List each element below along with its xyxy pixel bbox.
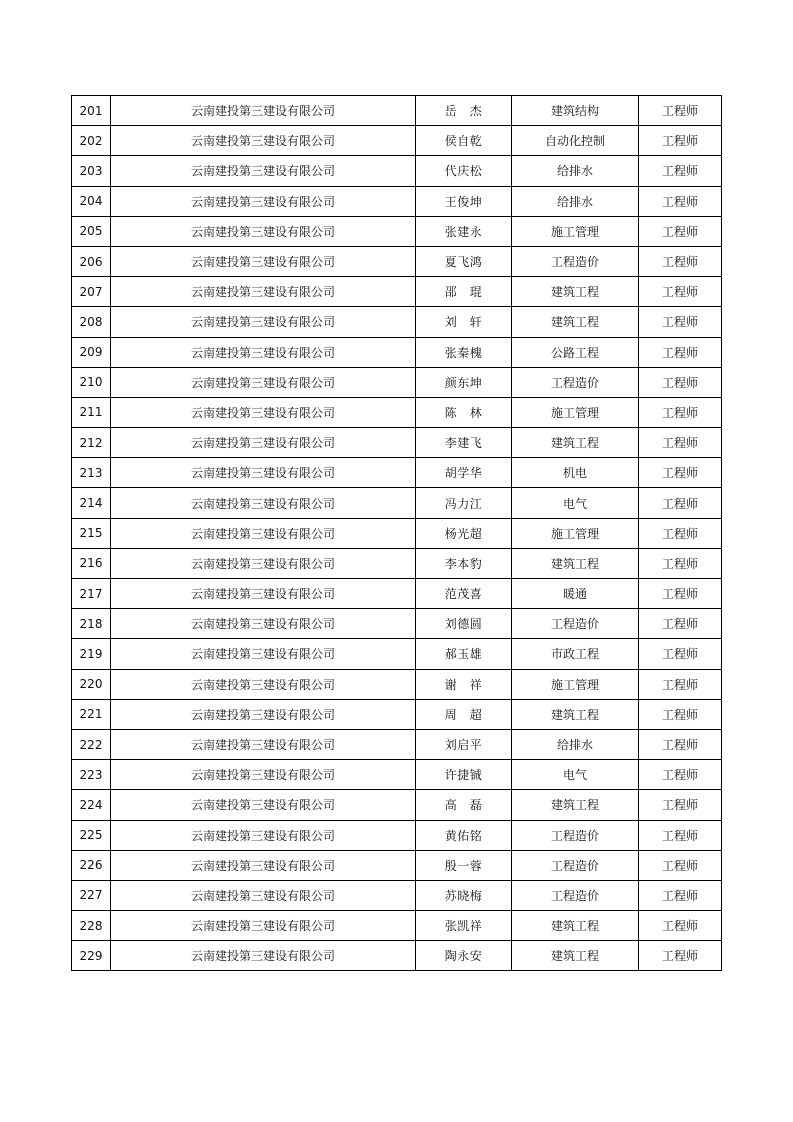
specialty-cell: 施工管理 (512, 397, 639, 427)
company-cell: 云南建投第三建设有限公司 (111, 669, 416, 699)
company-cell: 云南建投第三建设有限公司 (111, 186, 416, 216)
specialty-cell: 给排水 (512, 729, 639, 759)
serial-number-cell: 212 (72, 428, 111, 458)
person-name-cell: 邵 琨 (416, 277, 512, 307)
person-name-cell: 刘 轩 (416, 307, 512, 337)
company-cell: 云南建投第三建设有限公司 (111, 246, 416, 276)
company-cell: 云南建投第三建设有限公司 (111, 911, 416, 941)
job-title-cell: 工程师 (639, 96, 722, 126)
person-name-cell: 张秦槐 (416, 337, 512, 367)
table-row (72, 639, 722, 669)
serial-number-cell: 215 (72, 518, 111, 548)
company-cell: 云南建投第三建设有限公司 (111, 729, 416, 759)
company-cell: 云南建投第三建设有限公司 (111, 850, 416, 880)
person-name-cell: 张建永 (416, 216, 512, 246)
specialty-cell: 工程造价 (512, 609, 639, 639)
company-cell: 云南建投第三建设有限公司 (111, 397, 416, 427)
company-cell: 云南建投第三建设有限公司 (111, 639, 416, 669)
company-cell: 云南建投第三建设有限公司 (111, 96, 416, 126)
table-row (72, 760, 722, 790)
specialty-cell: 建筑工程 (512, 428, 639, 458)
company-cell: 云南建投第三建设有限公司 (111, 760, 416, 790)
specialty-cell: 电气 (512, 760, 639, 790)
job-title-cell: 工程师 (639, 458, 722, 488)
job-title-cell: 工程师 (639, 337, 722, 367)
specialty-cell: 给排水 (512, 186, 639, 216)
specialty-cell: 暖通 (512, 579, 639, 609)
serial-number-cell: 229 (72, 941, 111, 971)
specialty-cell: 电气 (512, 488, 639, 518)
job-title-cell: 工程师 (639, 699, 722, 729)
company-cell: 云南建投第三建设有限公司 (111, 126, 416, 156)
table-row (72, 579, 722, 609)
person-name-cell: 侯自乾 (416, 126, 512, 156)
company-cell: 云南建投第三建设有限公司 (111, 367, 416, 397)
table-row (72, 156, 722, 186)
company-cell: 云南建投第三建设有限公司 (111, 548, 416, 578)
table-row (72, 307, 722, 337)
serial-number-cell: 207 (72, 277, 111, 307)
job-title-cell: 工程师 (639, 156, 722, 186)
serial-number-cell: 214 (72, 488, 111, 518)
job-title-cell: 工程师 (639, 367, 722, 397)
person-name-cell: 胡学华 (416, 458, 512, 488)
serial-number-cell: 222 (72, 729, 111, 759)
person-name-cell: 冯力江 (416, 488, 512, 518)
serial-number-cell: 208 (72, 307, 111, 337)
job-title-cell: 工程师 (639, 488, 722, 518)
job-title-cell: 工程师 (639, 639, 722, 669)
person-name-cell: 王俊坤 (416, 186, 512, 216)
company-cell: 云南建投第三建设有限公司 (111, 156, 416, 186)
serial-number-cell: 202 (72, 126, 111, 156)
specialty-cell: 施工管理 (512, 669, 639, 699)
specialty-cell: 建筑工程 (512, 548, 639, 578)
table-row (72, 126, 722, 156)
company-cell: 云南建投第三建设有限公司 (111, 609, 416, 639)
table-row (72, 548, 722, 578)
table-row (72, 941, 722, 971)
company-cell: 云南建投第三建设有限公司 (111, 216, 416, 246)
specialty-cell: 自动化控制 (512, 126, 639, 156)
company-cell: 云南建投第三建设有限公司 (111, 880, 416, 910)
job-title-cell: 工程师 (639, 760, 722, 790)
specialty-cell: 建筑工程 (512, 911, 639, 941)
specialty-cell: 给排水 (512, 156, 639, 186)
person-name-cell: 颜东坤 (416, 367, 512, 397)
serial-number-cell: 210 (72, 367, 111, 397)
job-title-cell: 工程师 (639, 850, 722, 880)
specialty-cell: 建筑工程 (512, 699, 639, 729)
person-name-cell: 苏晓梅 (416, 880, 512, 910)
serial-number-cell: 228 (72, 911, 111, 941)
company-cell: 云南建投第三建设有限公司 (111, 820, 416, 850)
job-title-cell: 工程师 (639, 246, 722, 276)
specialty-cell: 建筑工程 (512, 277, 639, 307)
job-title-cell: 工程师 (639, 216, 722, 246)
person-name-cell: 张凯祥 (416, 911, 512, 941)
specialty-cell: 工程造价 (512, 820, 639, 850)
person-name-cell: 殷一蓉 (416, 850, 512, 880)
person-name-cell: 周 超 (416, 699, 512, 729)
table-row (72, 609, 722, 639)
serial-number-cell: 213 (72, 458, 111, 488)
table-row (72, 96, 722, 126)
table-row (72, 367, 722, 397)
specialty-cell: 建筑工程 (512, 307, 639, 337)
table-row (72, 820, 722, 850)
serial-number-cell: 206 (72, 246, 111, 276)
table-row (72, 428, 722, 458)
company-cell: 云南建投第三建设有限公司 (111, 488, 416, 518)
company-cell: 云南建投第三建设有限公司 (111, 941, 416, 971)
table-row (72, 216, 722, 246)
specialty-cell: 工程造价 (512, 850, 639, 880)
serial-number-cell: 227 (72, 880, 111, 910)
job-title-cell: 工程师 (639, 790, 722, 820)
table-row (72, 337, 722, 367)
table-row (72, 790, 722, 820)
person-name-cell: 范茂喜 (416, 579, 512, 609)
serial-number-cell: 205 (72, 216, 111, 246)
serial-number-cell: 223 (72, 760, 111, 790)
company-cell: 云南建投第三建设有限公司 (111, 579, 416, 609)
specialty-cell: 建筑工程 (512, 790, 639, 820)
company-cell: 云南建投第三建设有限公司 (111, 337, 416, 367)
company-cell: 云南建投第三建设有限公司 (111, 307, 416, 337)
specialty-cell: 公路工程 (512, 337, 639, 367)
person-name-cell: 郝玉雄 (416, 639, 512, 669)
specialty-cell: 工程造价 (512, 367, 639, 397)
table-row (72, 458, 722, 488)
person-name-cell: 许捷铖 (416, 760, 512, 790)
company-cell: 云南建投第三建设有限公司 (111, 699, 416, 729)
table-row (72, 488, 722, 518)
job-title-cell: 工程师 (639, 669, 722, 699)
person-name-cell: 李建飞 (416, 428, 512, 458)
job-title-cell: 工程师 (639, 397, 722, 427)
job-title-cell: 工程师 (639, 609, 722, 639)
specialty-cell: 工程造价 (512, 880, 639, 910)
serial-number-cell: 204 (72, 186, 111, 216)
table-row (72, 669, 722, 699)
table-row (72, 246, 722, 276)
serial-number-cell: 220 (72, 669, 111, 699)
company-cell: 云南建投第三建设有限公司 (111, 277, 416, 307)
job-title-cell: 工程师 (639, 518, 722, 548)
roster-table-body (72, 96, 722, 971)
specialty-cell: 施工管理 (512, 518, 639, 548)
job-title-cell: 工程师 (639, 941, 722, 971)
specialty-cell: 施工管理 (512, 216, 639, 246)
table-row (72, 880, 722, 910)
serial-number-cell: 218 (72, 609, 111, 639)
job-title-cell: 工程师 (639, 880, 722, 910)
job-title-cell: 工程师 (639, 579, 722, 609)
serial-number-cell: 201 (72, 96, 111, 126)
company-cell: 云南建投第三建设有限公司 (111, 790, 416, 820)
roster-table (71, 95, 722, 971)
serial-number-cell: 225 (72, 820, 111, 850)
job-title-cell: 工程师 (639, 729, 722, 759)
company-cell: 云南建投第三建设有限公司 (111, 428, 416, 458)
job-title-cell: 工程师 (639, 428, 722, 458)
table-row (72, 518, 722, 548)
specialty-cell: 建筑结构 (512, 96, 639, 126)
table-row (72, 186, 722, 216)
person-name-cell: 岳 杰 (416, 96, 512, 126)
serial-number-cell: 226 (72, 850, 111, 880)
job-title-cell: 工程师 (639, 186, 722, 216)
serial-number-cell: 211 (72, 397, 111, 427)
specialty-cell: 市政工程 (512, 639, 639, 669)
person-name-cell: 刘德圆 (416, 609, 512, 639)
person-name-cell: 陈 林 (416, 397, 512, 427)
company-cell: 云南建投第三建设有限公司 (111, 518, 416, 548)
job-title-cell: 工程师 (639, 307, 722, 337)
table-row (72, 850, 722, 880)
person-name-cell: 陶永安 (416, 941, 512, 971)
job-title-cell: 工程师 (639, 820, 722, 850)
person-name-cell: 黄佑铭 (416, 820, 512, 850)
table-row (72, 277, 722, 307)
table-row (72, 397, 722, 427)
serial-number-cell: 221 (72, 699, 111, 729)
person-name-cell: 杨光超 (416, 518, 512, 548)
company-cell: 云南建投第三建设有限公司 (111, 458, 416, 488)
person-name-cell: 代庆松 (416, 156, 512, 186)
job-title-cell: 工程师 (639, 911, 722, 941)
serial-number-cell: 203 (72, 156, 111, 186)
table-row (72, 699, 722, 729)
specialty-cell: 建筑工程 (512, 941, 639, 971)
serial-number-cell: 224 (72, 790, 111, 820)
serial-number-cell: 216 (72, 548, 111, 578)
table-row (72, 729, 722, 759)
serial-number-cell: 217 (72, 579, 111, 609)
person-name-cell: 夏飞鸿 (416, 246, 512, 276)
person-name-cell: 刘启平 (416, 729, 512, 759)
serial-number-cell: 209 (72, 337, 111, 367)
job-title-cell: 工程师 (639, 126, 722, 156)
person-name-cell: 高 磊 (416, 790, 512, 820)
person-name-cell: 谢 祥 (416, 669, 512, 699)
table-row (72, 911, 722, 941)
job-title-cell: 工程师 (639, 277, 722, 307)
specialty-cell: 机电 (512, 458, 639, 488)
person-name-cell: 李本豹 (416, 548, 512, 578)
serial-number-cell: 219 (72, 639, 111, 669)
job-title-cell: 工程师 (639, 548, 722, 578)
specialty-cell: 工程造价 (512, 246, 639, 276)
